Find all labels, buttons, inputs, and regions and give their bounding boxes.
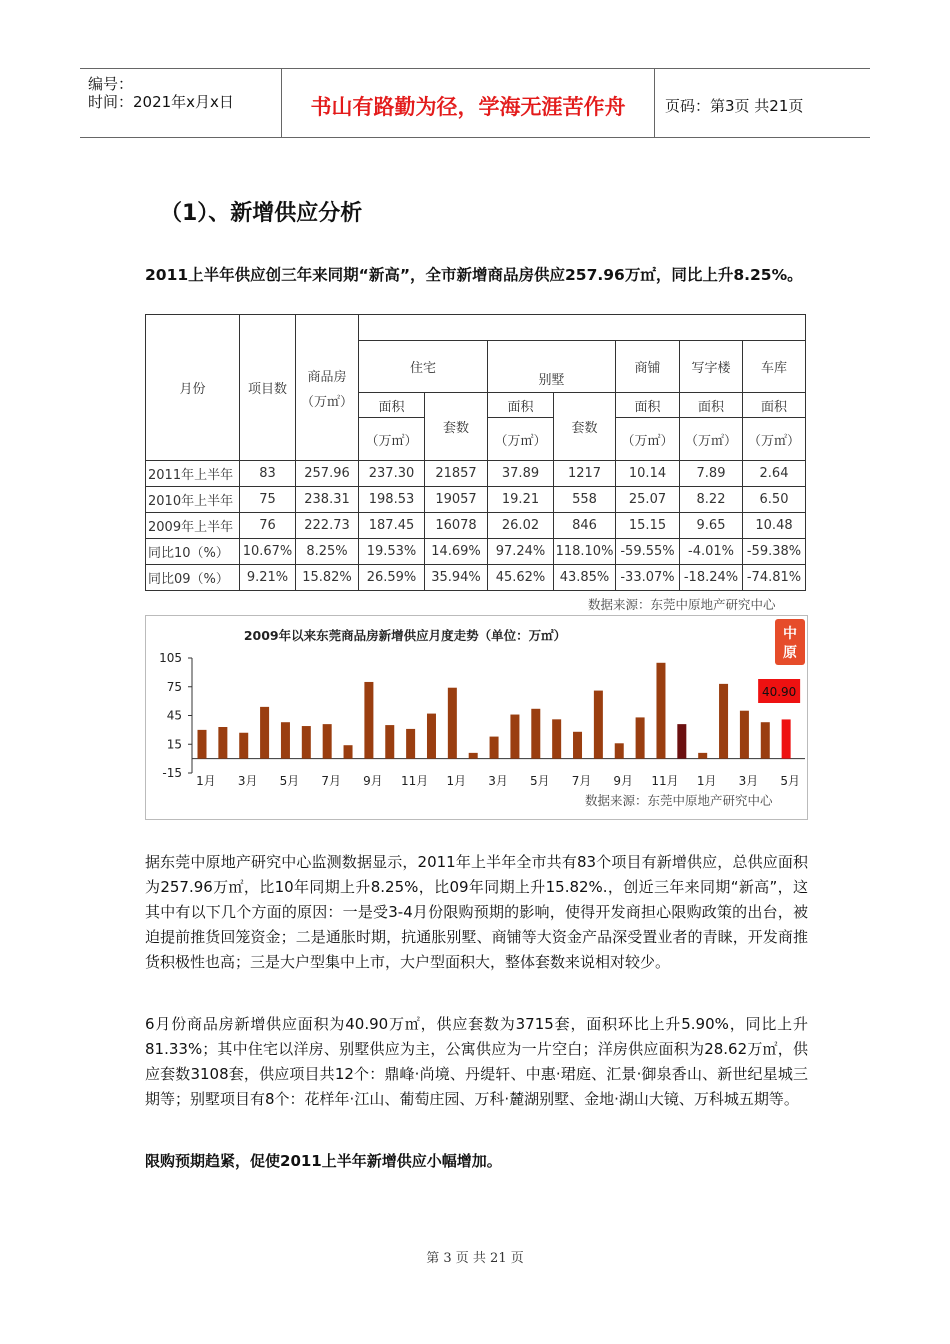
analysis-paragraph-2: 6月份商品房新增供应面积为40.90万㎡，供应套数为3715套，面积环比上升5.90%，同比上升81.33%；其中住宅以洋房、别墅供应为主，公寓供应为一片空白；洋房供应面积为28.62万㎡，供应套数3108套，供应项目共12个：鼎峰·尚境、丹缇轩、中惠·珺庭、汇景·御泉香山、新世纪星城三期等；别墅项目有8个：花样年·江山、葡萄庄园、万科·麓湖别墅、金地·湖山大镜、万科城五期等。: [145, 1015, 808, 1108]
header-page-cell: [655, 69, 870, 137]
header-villa-area: 面积: [488, 393, 554, 418]
y-tick-label: 75: [166, 679, 182, 694]
table-cell: 83: [240, 461, 296, 487]
chart-bar: [239, 733, 248, 759]
table-cell: 97.24%: [488, 539, 554, 565]
section-title: （1）、新增供应分析: [160, 201, 363, 226]
table-cell: 2011年上半年: [146, 461, 240, 487]
table-row: [146, 487, 806, 513]
supply-table: [145, 314, 806, 591]
chart-bar: [531, 709, 540, 759]
table-cell: 1217: [554, 461, 616, 487]
table-cell: 35.94%: [425, 565, 488, 591]
unit-garage: （万㎡）: [743, 418, 806, 461]
lead-sentence: 2011上半年供应创三年来同期“新高”，全市新增商品房供应257.96万㎡，同比上升8.25%。: [145, 266, 803, 284]
table-cell: 43.85%: [554, 565, 616, 591]
x-tick-label: 9月: [363, 774, 383, 788]
header-residential: 住宅: [359, 341, 488, 393]
table-source: 数据来源：东莞中原地产研究中心: [588, 597, 776, 612]
header-res-area: 面积: [359, 393, 425, 418]
header-meta-cell: [80, 69, 282, 137]
table-row: [146, 461, 806, 487]
x-tick-label: 5月: [780, 774, 800, 788]
table-cell: 25.07: [616, 487, 680, 513]
table-cell: 2010年上半年: [146, 487, 240, 513]
chart-bar: [698, 753, 707, 759]
header-motto: 书山有路勤为径，学海无涯苦作舟: [310, 94, 626, 119]
table-cell: 238.31: [296, 487, 359, 513]
table-cell: -59.38%: [743, 539, 806, 565]
header-res-units: 套数: [425, 393, 488, 461]
header-garage-area: 面积: [743, 393, 806, 418]
header-shop: 商铺: [616, 341, 680, 393]
header-shop-area: 面积: [616, 393, 680, 418]
table-cell: 10.14: [616, 461, 680, 487]
y-tick-label: 45: [166, 708, 182, 723]
logo-text: 原: [783, 645, 797, 661]
header-projects: 项目数: [240, 315, 296, 461]
header-commercial-line1: 商品房: [307, 369, 347, 385]
chart-bar: [740, 711, 749, 759]
page-header: [80, 68, 870, 138]
table-cell: -59.55%: [616, 539, 680, 565]
chart-bar: [594, 691, 603, 759]
doc-date-label: 时间：2021年x月x日: [88, 93, 234, 111]
table-cell: 14.69%: [425, 539, 488, 565]
chart-bar: [615, 743, 624, 758]
table-cell: 846: [554, 513, 616, 539]
header-page-number: 页码：第3页 共21页: [665, 97, 804, 115]
chart-bar: [636, 717, 645, 758]
header-commercial-line2: （万㎡）: [300, 394, 353, 410]
y-tick-label: 105: [159, 651, 182, 665]
x-tick-label: 1月: [696, 774, 717, 788]
table-cell: 16078: [425, 513, 488, 539]
chart-bar: [469, 753, 478, 759]
chart-bar: [552, 719, 561, 758]
table-cell: 19.21: [488, 487, 554, 513]
table-cell: -33.07%: [616, 565, 680, 591]
unit-villa: （万㎡）: [488, 418, 554, 461]
table-cell: 45.62%: [488, 565, 554, 591]
chart-bar: [323, 724, 332, 759]
unit-shop: （万㎡）: [616, 418, 680, 461]
x-tick-label: 9月: [613, 774, 634, 788]
header-garage: 车库: [743, 341, 806, 393]
logo-text: 中: [783, 626, 797, 642]
chart-bar: [761, 722, 770, 758]
x-tick-label: 11月: [651, 774, 679, 788]
table-cell: 8.25%: [296, 539, 359, 565]
chart-bar: [260, 707, 269, 759]
y-tick-label: -15: [162, 766, 182, 780]
table-cell: 257.96: [296, 461, 359, 487]
table-cell: 8.22: [680, 487, 743, 513]
table-cell: 26.02: [488, 513, 554, 539]
x-tick-label: 1月: [196, 774, 216, 788]
x-tick-label: 11月: [400, 774, 429, 788]
chart-bar: [677, 724, 686, 759]
table-row: [146, 539, 806, 565]
table-cell: 2009年上半年: [146, 513, 240, 539]
chart-bar: [218, 727, 227, 759]
x-tick-label: 1月: [446, 774, 467, 788]
table-cell: 10.48: [743, 513, 806, 539]
table-cell: 237.30: [359, 461, 425, 487]
header-office: 写字楼: [680, 341, 743, 393]
table-cell: 同比10（%）: [146, 539, 240, 565]
x-tick-label: 5月: [279, 774, 300, 788]
chart-bar: [510, 715, 519, 759]
chart-title: 2009年以来东莞商品房新增供应月度走势（单位：万㎡）: [243, 628, 567, 643]
table-cell: -4.01%: [680, 539, 743, 565]
table-cell: 15.82%: [296, 565, 359, 591]
chart-bar: [281, 722, 290, 758]
table-cell: 37.89: [488, 461, 554, 487]
doc-number-label: 编号：: [88, 75, 134, 93]
table-cell: 同比09（%）: [146, 565, 240, 591]
chart-bar: [573, 732, 582, 759]
chart-source: 数据来源：东莞中原地产研究中心: [585, 793, 773, 808]
chart-bar: [490, 737, 499, 759]
chart-frame: [146, 616, 808, 820]
chart-bar: [385, 725, 394, 759]
chart-bar: [427, 714, 436, 759]
header-top-blank: [359, 315, 806, 341]
unit-office: （万㎡）: [680, 418, 743, 461]
chart-bar: [656, 663, 665, 759]
table-cell: 118.10%: [554, 539, 616, 565]
table-cell: 15.15: [616, 513, 680, 539]
table-cell: 19.53%: [359, 539, 425, 565]
header-villa-units: 套数: [554, 393, 616, 461]
x-tick-label: 3月: [237, 774, 258, 788]
x-tick-label: 7月: [321, 774, 341, 788]
x-tick-label: 3月: [738, 774, 759, 788]
table-cell: 9.65: [680, 513, 743, 539]
header-motto-cell: [282, 69, 655, 137]
header-villa: 别墅: [488, 341, 616, 393]
x-tick-label: 7月: [571, 774, 592, 788]
table-cell: 6.50: [743, 487, 806, 513]
table-cell: 187.45: [359, 513, 425, 539]
table-row: [146, 513, 806, 539]
table-cell: 19057: [425, 487, 488, 513]
chart-bar: [448, 688, 457, 759]
analysis-paragraph-1: 据东莞中原地产研究中心监测数据显示，2011年上半年全市共有83个项目有新增供应，总供应面积为257.96万㎡，比10年同期上升8.25%，比09年同期上升15.82%.，创近三年来同期“新高”，这其中有以下几个方面的原因：一是受3-4月份限购预期的影响，使得开发商担心限购政策的出台，被迫提前推货回笼资金；二是通胀时期，抗通胀别墅、商铺等大资金产品深受置业者的青睐，开发商推货积极性也高；三是大户型集中上市，大户型面积大，整体套数来说相对较少。: [145, 853, 808, 971]
x-tick-label: 5月: [529, 774, 550, 788]
table-cell: 76: [240, 513, 296, 539]
unit-res: （万㎡）: [359, 418, 425, 461]
page-footer: 第 3 页 共 21 页: [426, 1251, 524, 1266]
table-cell: 9.21%: [240, 565, 296, 591]
chart-bar: [782, 719, 791, 758]
table-cell: 558: [554, 487, 616, 513]
table-row: [146, 565, 806, 591]
chart-bar: [719, 684, 728, 759]
table-cell: 2.64: [743, 461, 806, 487]
chart-bar: [302, 726, 311, 759]
conclusion-line: 限购预期趋紧，促使2011上半年新增供应小幅增加。: [145, 1152, 502, 1170]
header-office-area: 面积: [680, 393, 743, 418]
chart-bar: [198, 730, 207, 759]
table-cell: 7.89: [680, 461, 743, 487]
monthly-supply-chart: [145, 615, 808, 820]
y-tick-label: 15: [166, 737, 182, 752]
x-tick-label: 3月: [488, 774, 508, 788]
chart-bar: [406, 729, 415, 759]
header-commercial: [296, 315, 359, 461]
table-cell: 10.67%: [240, 539, 296, 565]
chart-bar: [364, 682, 373, 759]
table-cell: -18.24%: [680, 565, 743, 591]
table-cell: 222.73: [296, 513, 359, 539]
table-cell: 198.53: [359, 487, 425, 513]
table-cell: 26.59%: [359, 565, 425, 591]
table-cell: -74.81%: [743, 565, 806, 591]
table-cell: 75: [240, 487, 296, 513]
chart-bar: [344, 745, 353, 758]
table-cell: 21857: [425, 461, 488, 487]
header-month: 月份: [146, 315, 240, 461]
highlight-value-label: 40.90: [761, 685, 797, 699]
